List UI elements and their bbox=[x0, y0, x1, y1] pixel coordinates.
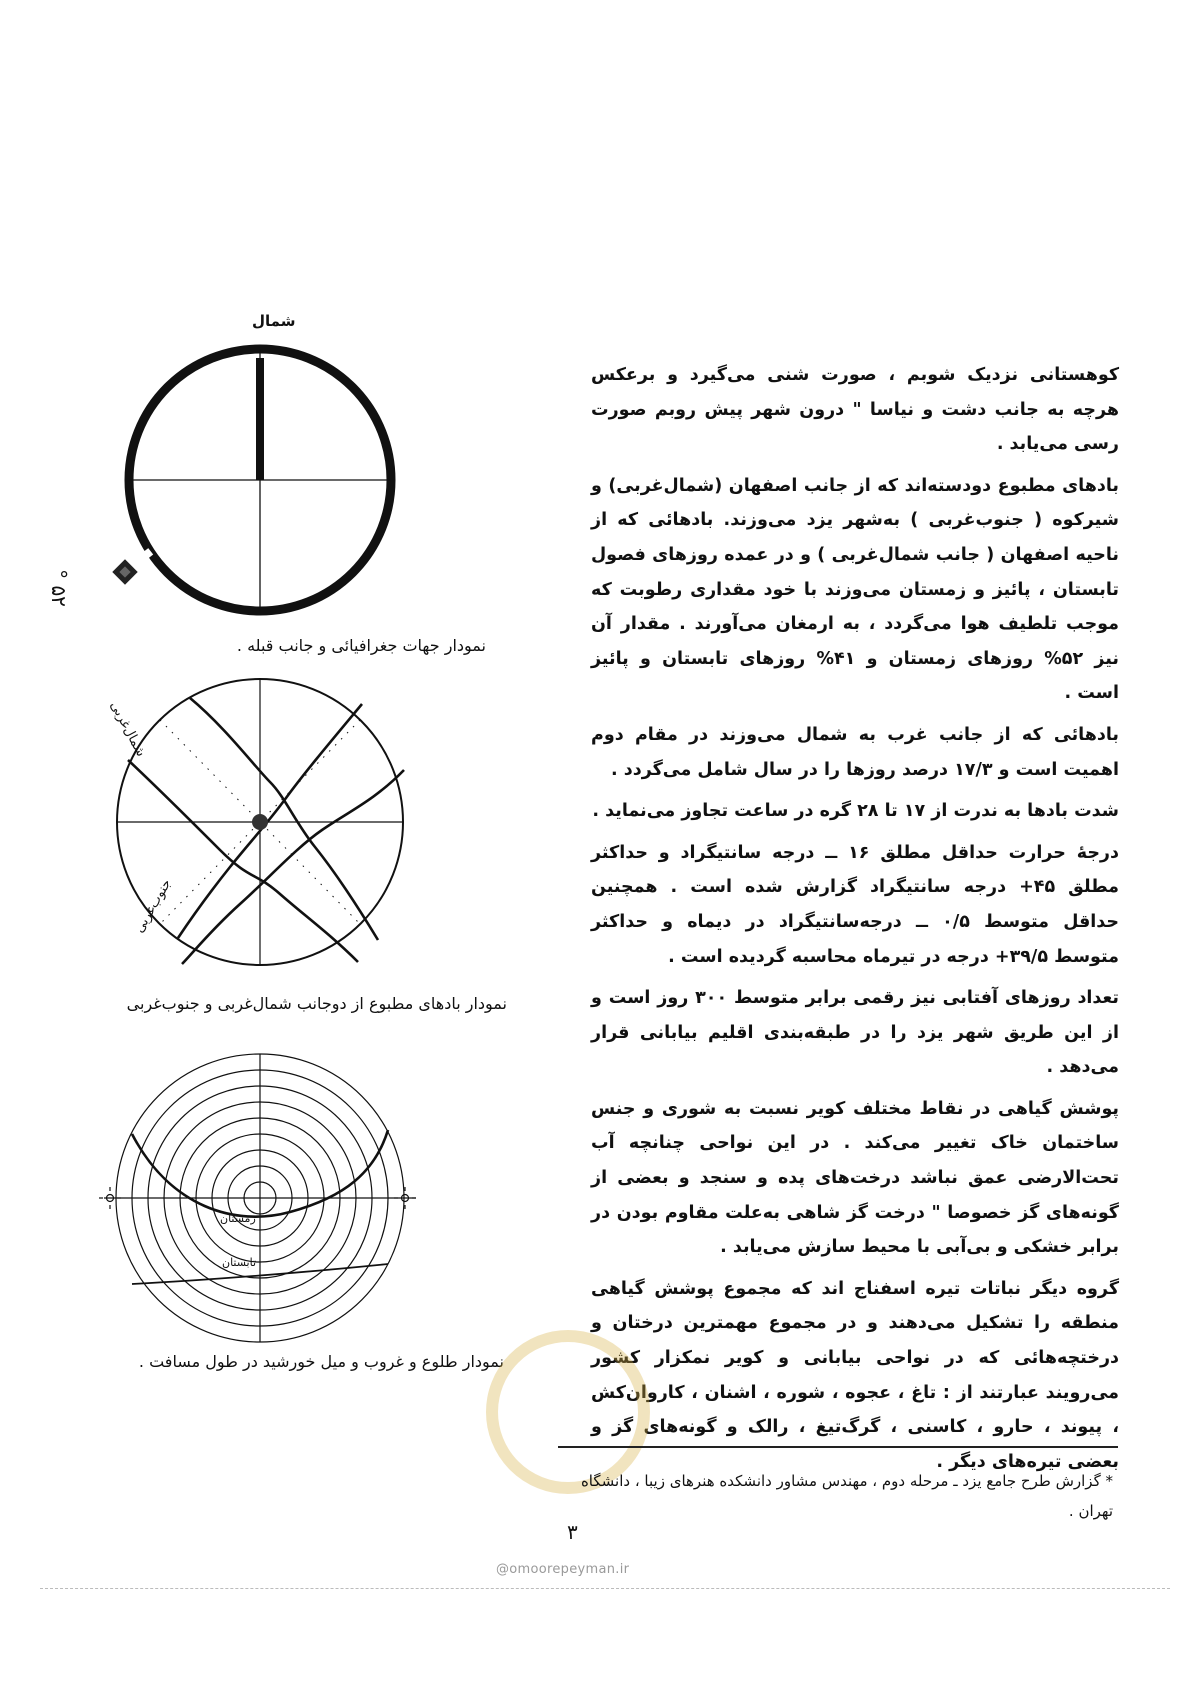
wind-stream-nw bbox=[128, 760, 358, 962]
paragraph: کوهستانی نزدیک شوبم ، صورت شنی می‌گیرد و برعکس هرچه به جانب دشت و نیاسا " درون شهر پیش روبم صورت رسی می‌یابد . bbox=[591, 365, 1119, 455]
figure-compass bbox=[100, 330, 420, 640]
north-label: شمال bbox=[252, 312, 296, 330]
yazd-city-marker bbox=[252, 814, 268, 830]
wind-stream-sw bbox=[182, 770, 404, 964]
paragraph: درجهٔ حرارت حداقل مطلق ۱۶ ــ درجه سانتیگراد و حداکثر مطلق ۴۵+ درجه سانتیگراد گزارش شده است . همچنین حداقل متوسط ۰/۵ ــ درجه‌سانتیگراد در دیماه و حداکثر متوسط ۳۹/۵+ درجه در تیرماه محاسبه گردیده است . bbox=[591, 842, 1119, 967]
footnote-text: گزارش طرح جامع یزد ـ مرحله دوم ، مهندس مشاور دانشکده هنرهای زیبا ، دانشگاه تهران . bbox=[580, 1472, 1113, 1520]
paragraph: گروه دیگر نباتات تیره اسفناج اند که مجموع پوشش گیاهی منطقه را تشکیل می‌دهند و در مجموع مهمترین درختان و درختچه‌هائی که در نواحی بیابانی و کویر نمکزار کشور می‌رویند عبارتند از : تاغ ، عجوه ، شوره ، اشنان ، کاروان‌کش ، پیوند ، حارو ، کاسنی ، گرگ‌تیغ ، رالک و گونه‌های گز و بعضی تیره‌های دیگر . bbox=[591, 1278, 1119, 1472]
page-number: ۳ bbox=[567, 1520, 578, 1544]
winter-label: زمستان bbox=[220, 1212, 256, 1225]
figure-winds bbox=[100, 672, 420, 982]
scan-edge-line bbox=[40, 1588, 1170, 1589]
paragraph: بادهای مطبوع دودسته‌اند که از جانب اصفهان (شمال‌غربی) و شیرکوه ( جنوب‌غربی ) به‌شهر یزد می‌وزند. بادهائی که از ناحیه اصفهان ( جانب شمال‌غربی ) و در عمده روزهای فصول تابستان ، پائیز و زمستان می‌وزند با خود مقداری رطوبت که موجب تلطیف هوا می‌گردد ، به ارمغان می‌آورند . مقدار آن نیز ۵۲% روزهای زمستان و ۴۱% روزهای تابستان و پائیز است . bbox=[591, 475, 1119, 704]
footnote-divider bbox=[558, 1446, 1118, 1448]
figure-sun-path bbox=[90, 1052, 420, 1352]
figure-caption: نمودار جهات جغرافیائی و جانب قبله . bbox=[236, 636, 486, 655]
body-text bbox=[591, 358, 1119, 1486]
figure-caption: نمودار بادهای مطبوع از دوجانب شمال‌غربی و جنوب‌غربی bbox=[126, 994, 507, 1013]
paragraph: بادهائی که از جانب غرب به شمال می‌وزند در مقام دوم اهمیت است و ۱۷/۳ درصد روزها را در سال شامل می‌گردد . bbox=[591, 724, 1119, 780]
summer-label: تابستان bbox=[222, 1256, 257, 1269]
paragraph: تعداد روزهای آفتابی نیز رقمی برابر متوسط ۳۰۰ روز است و از این طریق شهر یزد را در طبقه‌بندی اقلیم بیابانی قرار می‌دهد . bbox=[591, 988, 1119, 1078]
wind-label-northwest: شمال‌غربی bbox=[106, 699, 149, 760]
qibla-angle-label: ۵۲ ° bbox=[46, 569, 71, 607]
footnote-marker: * bbox=[1105, 1472, 1113, 1490]
watermark-text: @omoorepeyman.ir bbox=[496, 1562, 630, 1577]
qibla-marker-icon bbox=[112, 559, 137, 584]
paragraph: پوشش گیاهی در نقاط مختلف کویر نسبت به شوری و جنس ساختمان خاک تغییر می‌کند . در این نواحی چنانچه آب تحت‌الارضی عمق نباشد درخت‌های پده و سنجد و بعضی از گونه‌های گز خصوصا " درخت گز شاهی به‌علت مقاوم بودن در برابر خشکی و بی‌آبی با محیط سازش می‌یابد . bbox=[591, 1098, 1119, 1258]
paragraph: شدت بادها به ندرت از ۱۷ تا ۲۸ گره در ساعت تجاوز می‌نماید . bbox=[592, 801, 1119, 822]
north-arrow bbox=[256, 358, 264, 480]
figure-caption: نمودار طلوع و غروب و میل خورشید در طول مسافت . bbox=[138, 1352, 504, 1371]
wind-label-southwest: جنوب‌غربی bbox=[132, 876, 175, 936]
wind-stream-nw bbox=[190, 698, 378, 940]
footnote bbox=[563, 1466, 1113, 1526]
